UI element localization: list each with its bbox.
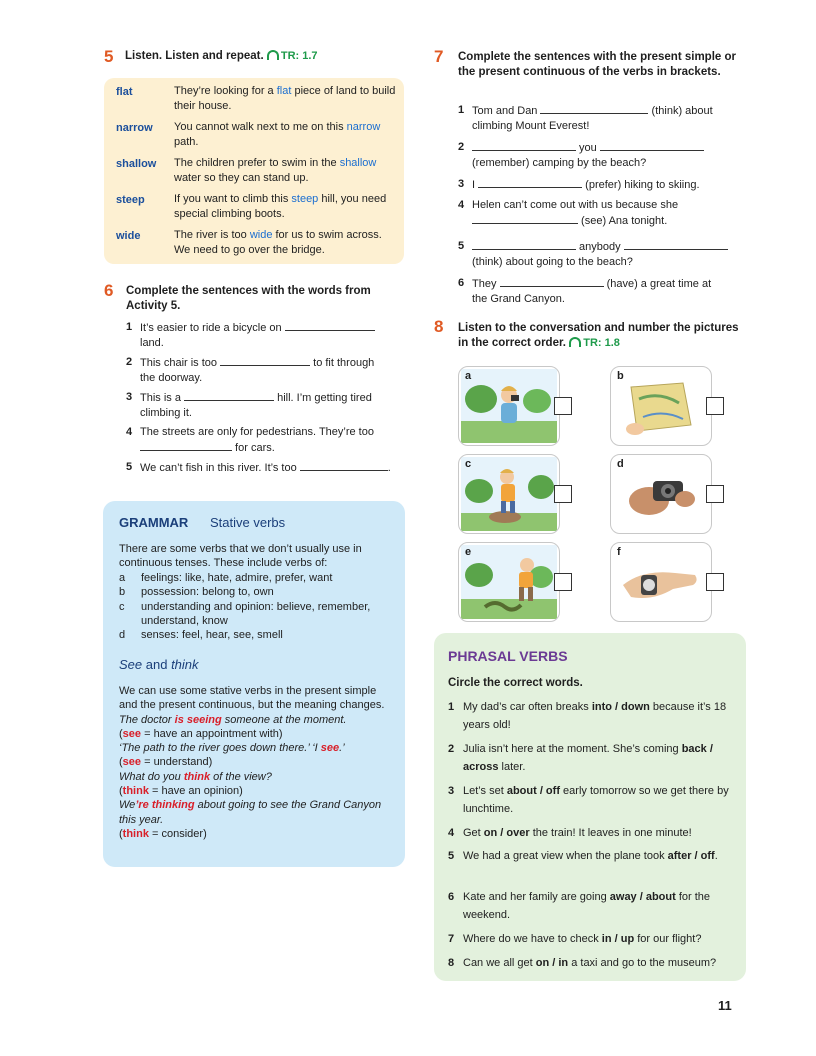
- vocab-word: narrow: [116, 122, 153, 134]
- vocab-word: wide: [116, 230, 141, 242]
- exercise-7-item: 6 They (have) a great time at the Grand Canyon.: [458, 277, 712, 305]
- answer-options[interactable]: on / over: [483, 827, 530, 839]
- track-label: TR: 1.8: [583, 337, 620, 349]
- exercise-7-item: 2 you (remember) camping by the beach?: [458, 140, 748, 171]
- answer-blank[interactable]: [300, 460, 388, 471]
- page-number: 11: [718, 998, 732, 1013]
- picture-d-camera: [610, 454, 712, 534]
- exercise-5-instruction: [125, 49, 318, 64]
- phrasal-verbs-box: PHRASAL VERBS Circle the correct words. 1 My dad’s car often breaks into / down because it’s 18 years old! 2 Julia isn’t here at the moment. She’s coming back / across later. 3 Let’s set about / off early tomorrow so we get there by lunchtime. 4 Get on / over the train! It leaves in one minute! 5 We had a great view when the plane took after / off. 6 Kate and her family are going away / about for the weekend. 7 Where do we have to check in / up for our flight? 8 Can we all get on / in a taxi and go to the museum?: [434, 633, 746, 981]
- boy-snake-illustration: [461, 545, 557, 619]
- vocab-sentence: The river is too wide for us to swim across. We need to go over the bridge.: [174, 229, 382, 256]
- exercise-8-number: 8: [434, 317, 444, 336]
- answer-blank[interactable]: [472, 140, 576, 151]
- picture-f-answer-box[interactable]: [706, 573, 724, 591]
- picture-c-boy-hiking: [458, 454, 560, 534]
- answer-options[interactable]: into / down: [591, 701, 650, 713]
- answer-options[interactable]: back / across: [463, 743, 713, 773]
- picture-b-map: [610, 366, 712, 446]
- exercise-7-item: 3 I (prefer) hiking to skiing.: [458, 178, 700, 191]
- grammar-intro: There are some verbs that we don’t usually use in continuous tenses. These include verbs of:: [119, 543, 362, 570]
- grammar-subtitle: Stative verbs: [210, 515, 286, 530]
- exercise-5-instruction-text: Listen. Listen and repeat.: [125, 50, 264, 62]
- exercise-6-item: 2 This chair is too to fit through the doorway.: [126, 356, 375, 384]
- picture-label: d: [617, 458, 624, 470]
- answer-options[interactable]: on / in: [535, 957, 569, 969]
- boy-photographing-illustration: [461, 369, 557, 443]
- track-label: TR: 1.7: [280, 50, 318, 62]
- vocab-sentence: The children prefer to swim in the shallow water so they can stand up.: [174, 157, 377, 184]
- exercise-8-instruction-text: Listen to the conversation and number the pictures in the correct order.: [458, 322, 739, 349]
- exercise-6-number: 6: [104, 281, 114, 300]
- answer-blank[interactable]: [478, 177, 582, 188]
- answer-blank[interactable]: [220, 355, 310, 366]
- hands-camera-illustration: [613, 457, 709, 531]
- exercise-8-instruction: [458, 321, 748, 351]
- phrasal-verbs-title: PHRASAL VERBS: [448, 648, 568, 664]
- grammar-list: a feelings: like, hate, admire, prefer, want b possession: belong to, own c understanding and opinion: believe, remember, understand, know d senses: feel, hear, see, smell: [119, 572, 371, 642]
- grammar-title: GRAMMAR: [119, 515, 189, 530]
- exercise-6-item: 4 The streets are only for pedestrians. They’re too for cars.: [126, 426, 374, 454]
- exercise-6-item: 1 It’s easier to ride a bicycle on land.: [126, 320, 406, 351]
- picture-label: a: [465, 370, 472, 382]
- exercise-7-instruction: Complete the sentences with the present simple or the present continuous of the verbs in brackets.: [458, 51, 736, 78]
- picture-label: c: [465, 458, 472, 470]
- answer-blank[interactable]: [184, 390, 274, 401]
- answer-blank[interactable]: [472, 213, 578, 224]
- headphones-icon: [267, 50, 279, 60]
- map-illustration: [613, 369, 709, 443]
- vocab-sentence: They’re looking for a flat piece of land to build their house.: [174, 85, 396, 112]
- picture-label: b: [617, 370, 624, 382]
- picture-f-watch: [610, 542, 712, 622]
- exercise-7-item: 1 Tom and Dan (think) about climbing Mount Everest!: [458, 104, 713, 132]
- exercise-5-number: 5: [104, 47, 114, 66]
- exercise-7-item: 5 anybody (think) about going to the beach?: [458, 239, 748, 270]
- see-think-explanation: We can use some stative verbs in the present simple and the present continuous, but the meaning changes. The doctor is seeing someone at the moment. (see = have an appointment with) ‘The path to the river goes down there.’ ‘I see.’ (see = understand) What do you think of the view? (think = have an opinion) We’re thinking about going to see the Grand Canyon this year. (think = consider): [119, 685, 385, 840]
- answer-blank[interactable]: [624, 239, 728, 250]
- see-think-heading: See and think: [119, 657, 199, 672]
- vocabulary-box: [104, 78, 404, 264]
- picture-b-answer-box[interactable]: [706, 397, 724, 415]
- picture-a-boy-with-camera: [458, 366, 560, 446]
- answer-blank[interactable]: [472, 239, 576, 250]
- picture-a-answer-box[interactable]: [554, 397, 572, 415]
- vocab-word: shallow: [116, 158, 157, 170]
- vocab-word: steep: [116, 194, 145, 206]
- answer-blank[interactable]: [500, 276, 604, 287]
- picture-e-boy-and-snake: [458, 542, 560, 622]
- answer-options[interactable]: away / about: [609, 891, 676, 903]
- exercise-7-number: 7: [434, 47, 444, 66]
- hand-watch-illustration: [613, 545, 709, 619]
- picture-label: e: [465, 546, 472, 558]
- answer-options[interactable]: about / off: [506, 785, 560, 797]
- boy-hiking-illustration: [461, 457, 557, 531]
- answer-options[interactable]: after / off: [667, 850, 715, 862]
- headphones-icon: [569, 337, 581, 347]
- answer-options[interactable]: in / up: [601, 933, 635, 945]
- grammar-box: [103, 501, 405, 867]
- picture-d-answer-box[interactable]: [706, 485, 724, 503]
- vocab-sentence: You cannot walk next to me on this narrow path.: [174, 121, 381, 148]
- exercise-6-instruction: Complete the sentences with the words from Activity 5.: [126, 285, 371, 312]
- exercise-6-item: 5 We can’t fish in this river. It’s too .: [126, 461, 391, 474]
- answer-blank[interactable]: [600, 140, 704, 151]
- answer-blank[interactable]: [140, 440, 232, 451]
- audio-track-1-7[interactable]: [267, 50, 318, 62]
- exercise-7-item: 4 Helen can’t come out with us because she (see) Ana tonight.: [458, 199, 679, 227]
- picture-c-answer-box[interactable]: [554, 485, 572, 503]
- answer-blank[interactable]: [540, 103, 648, 114]
- phrasal-verbs-instruction: Circle the correct words.: [448, 677, 583, 689]
- picture-e-answer-box[interactable]: [554, 573, 572, 591]
- picture-label: f: [617, 546, 621, 558]
- vocab-sentence: If you want to climb this steep hill, you need special climbing boots.: [174, 193, 387, 220]
- exercise-6-item: 3 This is a hill. I’m getting tired climbing it.: [126, 391, 372, 419]
- audio-track-1-8[interactable]: [569, 337, 620, 349]
- vocab-word: flat: [116, 86, 133, 98]
- answer-blank[interactable]: [285, 320, 375, 331]
